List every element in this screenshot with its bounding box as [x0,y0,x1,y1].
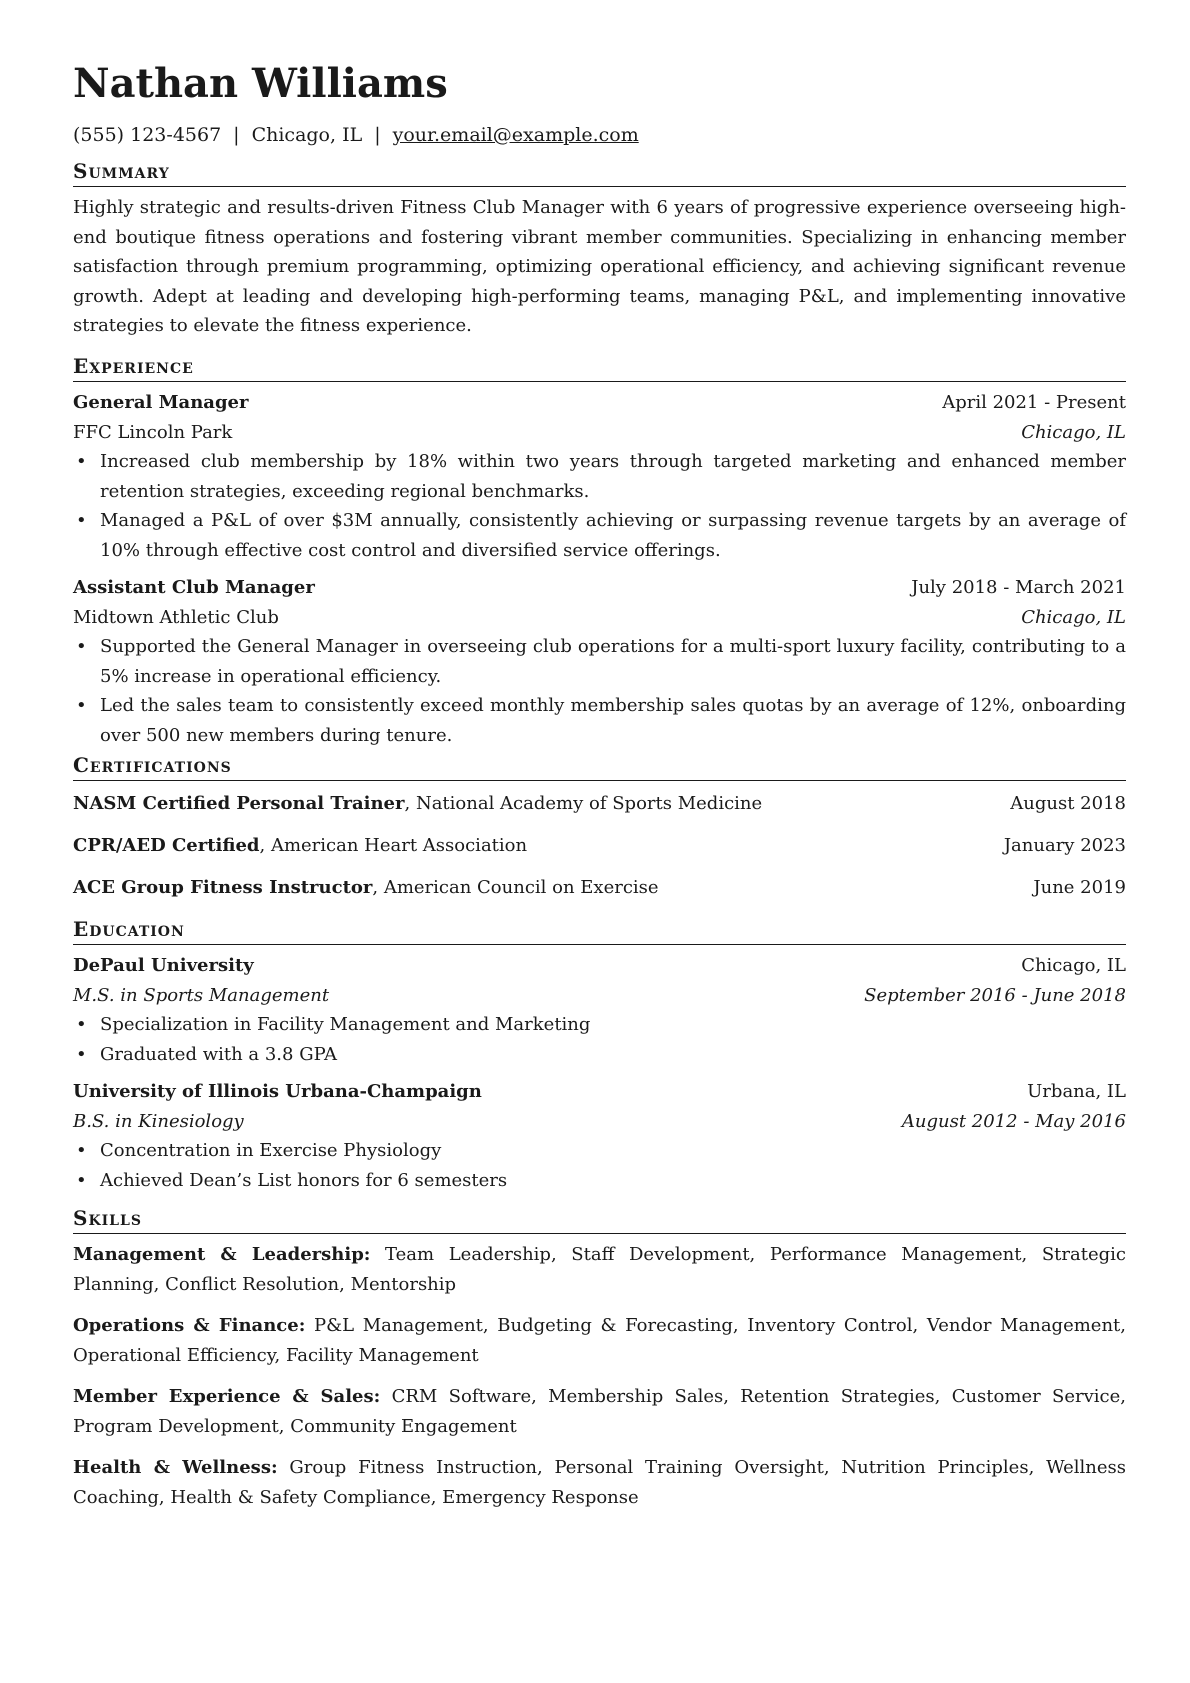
experience-section [73,353,1126,758]
certification-date: January 2023 [1003,835,1126,856]
job-location: Chicago, IL [1021,606,1126,628]
summary-section [73,158,1126,341]
list-item: • Specialization in Facility Management and Marketing [100,1010,1126,1040]
certification-row [73,867,1126,909]
location: Chicago, IL [251,124,363,146]
school-location: Urbana, IL [1027,1081,1126,1102]
certification-date: August 2018 [1010,793,1126,814]
list-item: • Concentration in Exercise Physiology [100,1136,1126,1166]
job-bullets [73,447,1126,565]
education-entry [73,951,1126,1069]
skill-group [73,1240,1126,1299]
skill-group-label: Management & Leadership: [73,1244,371,1265]
job-dates: April 2021 - Present [942,392,1126,413]
skill-group-label: Member Experience & Sales: [73,1386,381,1407]
summary-text: Highly strategic and results-driven Fitness Club Manager with 6 years of progressive experience overseeing high-end boutique fitness operations and fostering vibrant member communities. Specializing in enhancing member satisfaction through premium programming, optimizing operational efficiency, and achieving significant revenue growth. Adept at leading and developing high-performing teams, managing P&L, and implementing innovative strategies to elevate the fitness experience. [73,197,1126,336]
list-item: • Increased club membership by 18% within two years through targeted marketing and enhanced member retention strategies, exceeding regional benchmarks. [100,447,1126,506]
job-company: FFC Lincoln Park [73,421,233,443]
job-bullets [73,632,1126,750]
education-dates: September 2016 - June 2018 [864,984,1126,1006]
contact-line [73,122,639,148]
skill-group-items: Group Fitness Instruction, Personal Training Oversight, Nutrition Principles, Wellness Coaching, Health & Safety Compliance, Emergency Response [73,1457,1126,1508]
contact-separator: | [374,124,381,146]
contact-separator: | [233,124,240,146]
education-bullets [73,1136,1126,1195]
school-name: University of Illinois Urbana-Champaign [73,1081,482,1102]
section-title-education: Education [73,916,1126,945]
list-item: • Led the sales team to consistently exceed monthly membership sales quotas by an average of 12%, onboarding over 500 new members during tenure. [100,691,1126,750]
list-item: • Graduated with a 3.8 GPA [100,1040,1126,1070]
job-entry [73,573,1126,750]
skill-group-items: Team Leadership, Staff Development, Performance Management, Strategic Planning, Conflict Resolution, Mentorship [73,1244,1126,1295]
certification-date: June 2019 [1033,877,1126,898]
certification-issuer: , National Academy of Sports Medicine [404,793,763,814]
degree: B.S. in Kinesiology [73,1110,244,1132]
job-role: Assistant Club Manager [73,577,315,598]
skill-group [73,1453,1126,1512]
skill-group [73,1382,1126,1441]
section-title-summary: Summary [73,158,1126,187]
certification-row [73,825,1126,867]
phone-number: (555) 123-4567 [73,124,222,146]
education-bullets [73,1010,1126,1069]
section-title-skills: Skills [73,1205,1126,1234]
job-location: Chicago, IL [1021,421,1126,443]
list-item: • Managed a P&L of over $3M annually, consistently achieving or surpassing revenue targets by an average of 10% through effective cost control and diversified service offerings. [100,506,1126,565]
education-entry [73,1077,1126,1195]
list-item: • Achieved Dean’s List honors for 6 semesters [100,1166,1126,1196]
certification-name: CPR/AED Certified [73,835,260,856]
school-location: Chicago, IL [1021,955,1126,976]
candidate-name: Nathan Williams [73,60,448,107]
certification-issuer: , American Heart Association [259,835,528,856]
section-title-certifications: Certifications [73,752,1126,781]
skills-section [73,1205,1126,1524]
job-entry [73,388,1126,565]
education-section [73,916,1126,1203]
certifications-section [73,752,1126,909]
skill-group-items: CRM Software, Membership Sales, Retention Strategies, Customer Service, Program Development, Community Engagement [73,1386,1126,1437]
skill-group-label: Operations & Finance: [73,1315,306,1336]
skill-group [73,1311,1126,1370]
job-dates: July 2018 - March 2021 [911,577,1126,598]
education-dates: August 2012 - May 2016 [901,1110,1126,1132]
certification-name: ACE Group Fitness Instructor [73,877,373,898]
school-name: DePaul University [73,955,254,976]
job-role: General Manager [73,392,249,413]
job-company: Midtown Athletic Club [73,606,279,628]
email-link[interactable]: your.email@example.com [392,124,639,146]
skill-group-items: P&L Management, Budgeting & Forecasting, Inventory Control, Vendor Management, Operational Efficiency, Facility Management [73,1315,1126,1366]
certification-issuer: , American Council on Exercise [372,877,659,898]
section-title-experience: Experience [73,353,1126,382]
skill-group-label: Health & Wellness: [73,1457,278,1478]
certification-name: NASM Certified Personal Trainer [73,793,405,814]
degree: M.S. in Sports Management [73,984,330,1006]
certification-row [73,783,1126,825]
list-item: • Supported the General Manager in overseeing club operations for a multi-sport luxury facility, contributing to a 5% increase in operational efficiency. [100,632,1126,691]
